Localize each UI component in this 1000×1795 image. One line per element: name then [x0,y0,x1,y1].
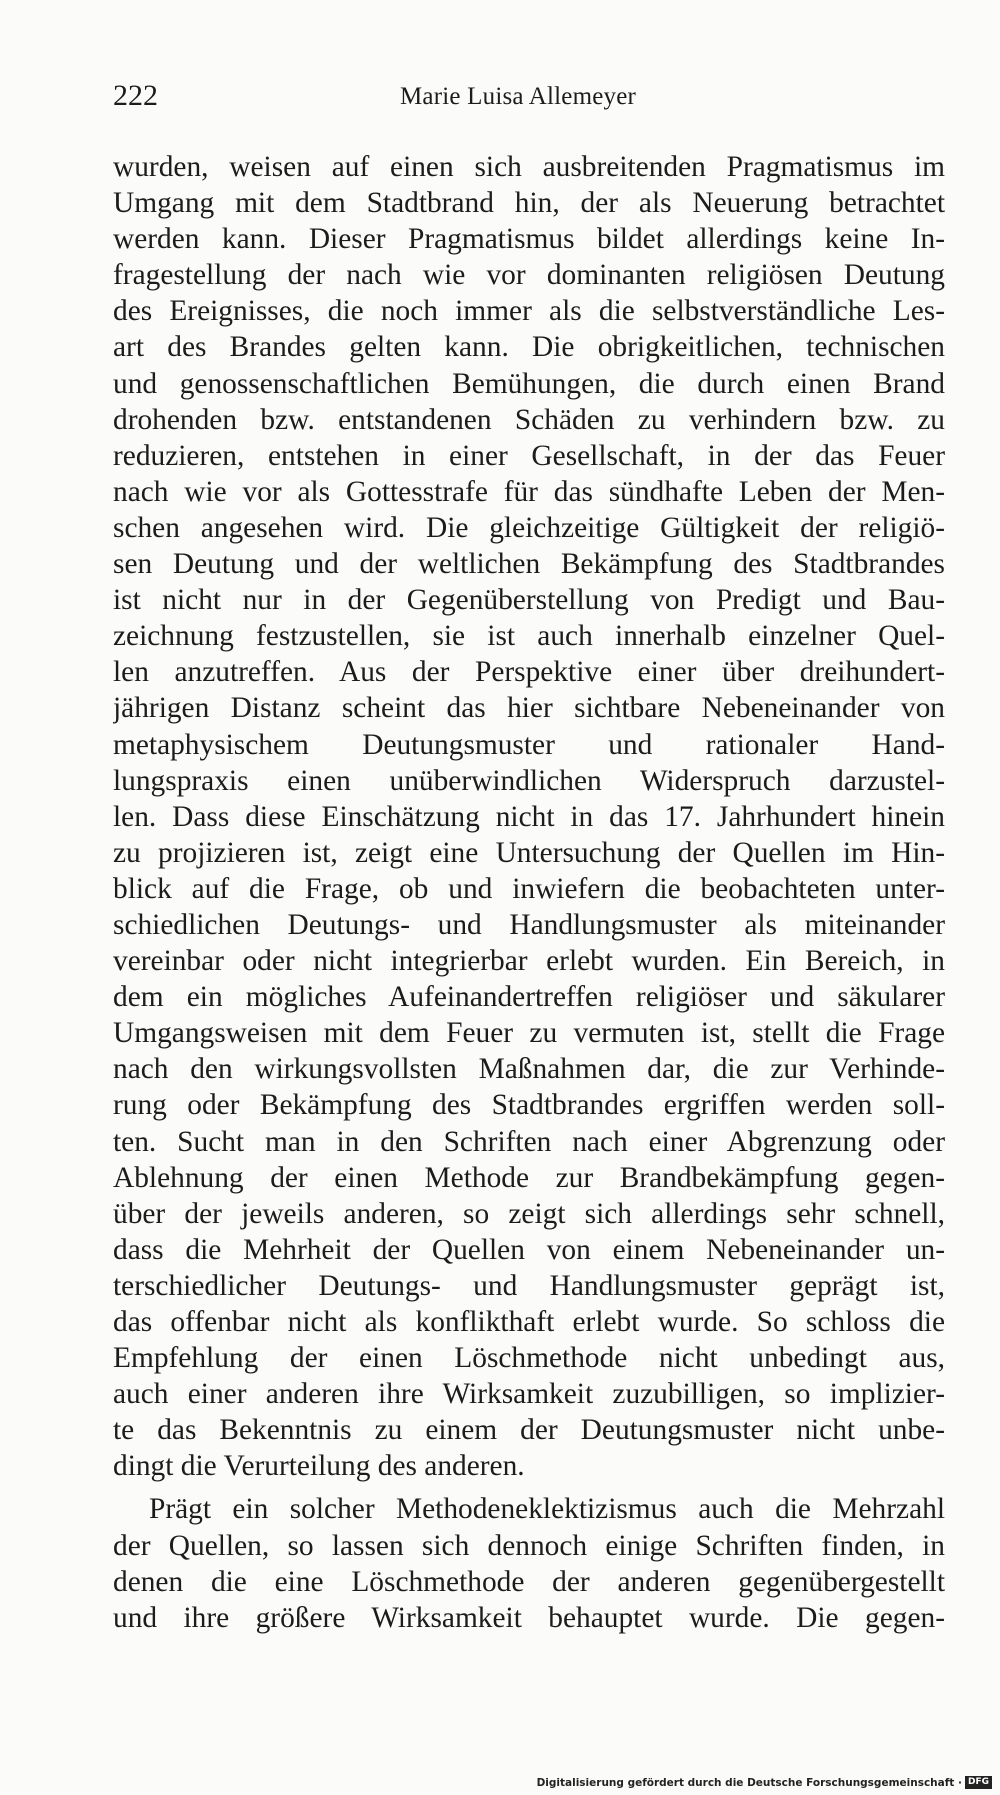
text-line: art des Brandes gelten kann. Die obrigkeitlichen, technischen [113,331,945,364]
text-line: und genossenschaftlichen Bemühungen, die durch einen Brand [113,367,945,400]
text-line: terschiedlicher Deutungs- und Handlungsmuster geprägt ist, [113,1269,945,1302]
text-line: reduzieren, entstehen in einer Gesellschaft, in der das Feuer [113,439,945,472]
paragraph [113,149,945,1484]
text-line: Empfehlung der einen Löschmethode nicht unbedingt aus, [113,1342,945,1375]
text-line: zeichnung festzustellen, sie ist auch innerhalb einzelner Quel- [113,620,945,653]
text-line: dem ein mögliches Aufeinandertreffen religiöser und säkularer [113,981,945,1014]
text-line: jährigen Distanz scheint das hier sichtbare Nebeneinander von [113,692,945,725]
text-line: Umgangsweisen mit dem Feuer zu vermuten ist, stellt die Frage [113,1017,945,1050]
paragraph [113,1491,945,1635]
text-line: Prägt ein solcher Methodeneklektizismus auch die Mehrzahl [149,1493,945,1526]
page-header [113,78,945,118]
text-line: fragestellung der nach wie vor dominanten religiösen Deutung [113,259,945,292]
text-line: und ihre größere Wirksamkeit behauptet wurde. Die gegen- [113,1601,945,1634]
running-head-author: Marie Luisa Allemeyer [400,83,637,110]
text-line: auch einer anderen ihre Wirksamkeit zuzubilligen, so implizier- [113,1378,945,1411]
text-line: zu projizieren ist, zeigt eine Untersuchung der Quellen im Hin- [113,836,945,869]
text-line: vereinbar oder nicht integrierbar erlebt wurden. Ein Bereich, in [113,945,945,978]
text-line: schen angesehen wird. Die gleichzeitige Gültigkeit der religiö- [113,511,945,544]
text-line: dingt die Verurteilung des anderen. [113,1450,525,1483]
credit-text: Digitalisierung gefördert durch die Deutsche Forschungsgemeinschaft · [536,1776,962,1789]
text-line: metaphysischem Deutungsmuster und rationaler Hand- [113,728,945,761]
body-text [113,149,945,1636]
text-line: wurden, weisen auf einen sich ausbreitenden Pragmatismus im [113,151,945,183]
text-line: te das Bekenntnis zu einem der Deutungsmuster nicht unbe- [113,1414,945,1447]
text-line: denen die eine Löschmethode der anderen gegenübergestellt [113,1565,945,1598]
dfg-logo: DFG [965,1776,992,1789]
text-line: werden kann. Dieser Pragmatismus bildet allerdings keine In- [113,223,945,256]
text-line: len anzutreffen. Aus der Perspektive einer über dreihundert- [113,656,945,689]
text-line: Umgang mit dem Stadtbrand hin, der als Neuerung betrachtet [113,187,945,220]
text-line: rung oder Bekämpfung des Stadtbrandes ergriffen werden soll- [113,1089,945,1122]
text-line: schiedlichen Deutungs- und Handlungsmuster als miteinander [113,908,945,941]
text-line: ten. Sucht man in den Schriften nach einer Abgrenzung oder [113,1125,945,1158]
text-line: sen Deutung und der weltlichen Bekämpfung des Stadtbrandes [113,548,945,581]
text-line: len. Dass diese Einschätzung nicht in das 17. Jahrhundert hinein [113,800,945,833]
page-number: 222 [113,79,158,112]
text-line: über der jeweils anderen, so zeigt sich allerdings sehr schnell, [113,1197,945,1230]
text-line: lungspraxis einen unüberwindlichen Widerspruch darzustel- [113,764,945,797]
text-line: nach den wirkungsvollsten Maßnahmen dar, die zur Verhinde- [113,1053,945,1086]
text-line: ist nicht nur in der Gegenüberstellung von Predigt und Bau- [113,584,945,617]
text-line: der Quellen, so lassen sich dennoch einige Schriften finden, in [113,1529,945,1562]
text-line: dass die Mehrheit der Quellen von einem Nebeneinander un- [113,1233,945,1266]
text-line: des Ereignisses, die noch immer als die selbstverständliche Les- [113,295,945,328]
text-line: das offenbar nicht als konflikthaft erlebt wurde. So schloss die [113,1306,945,1338]
digitization-credit [537,1776,992,1789]
text-line: drohenden bzw. entstandenen Schäden zu verhindern bzw. zu [113,403,945,436]
text-line: blick auf die Frage, ob und inwiefern die beobachteten unter- [113,872,945,905]
text-line: Ablehnung der einen Methode zur Brandbekämpfung gegen- [113,1161,945,1194]
text-line: nach wie vor als Gottesstrafe für das sündhafte Leben der Men- [113,475,945,508]
